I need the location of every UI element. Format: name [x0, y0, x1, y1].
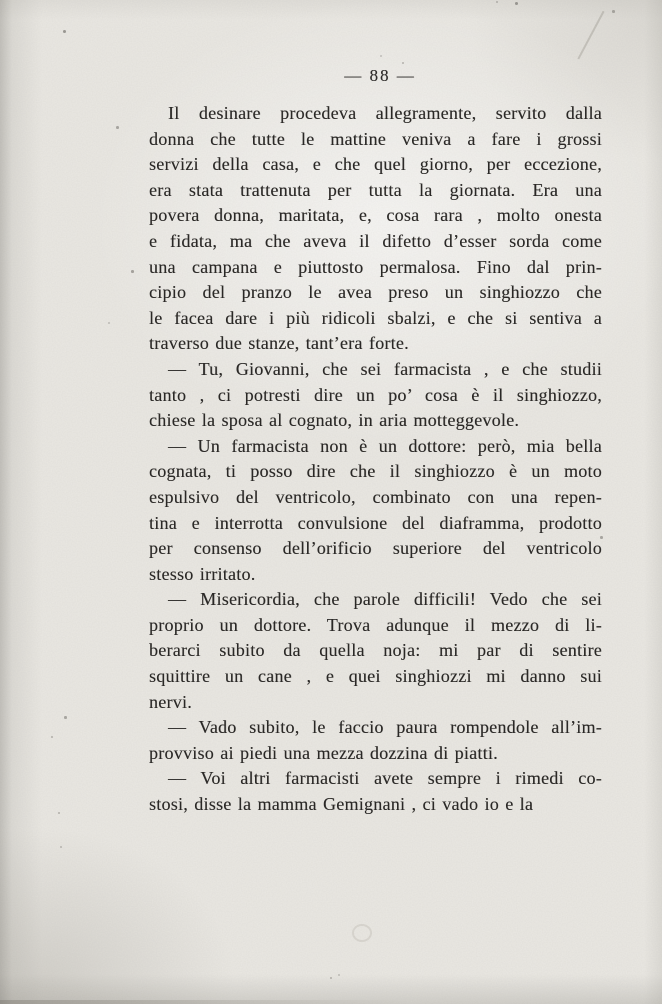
text-line: nervi. — [149, 691, 192, 712]
paragraph — [149, 101, 602, 357]
text-line: stosi, disse la mamma Gemignani , ci vado io e la — [149, 794, 534, 815]
text-line: donna che tutte le mattine veniva a fare i grossi — [149, 128, 602, 149]
text-line: Il desinare procedeva allegramente, servito dalla — [168, 103, 602, 123]
scan-speck — [131, 270, 134, 273]
text-line: berarci subito da quella noja: mi par di sentire — [149, 640, 602, 661]
scan-smudge — [352, 924, 372, 942]
text-line: traverso due stanze, tant’era forte. — [149, 333, 409, 354]
paragraph — [149, 434, 602, 588]
text-line: provviso ai piedi una mezza dozzina di piatti. — [149, 742, 498, 763]
text-line: proprio un dottore. Trova adunque il mezzo di li- — [149, 614, 602, 635]
scan-speck — [380, 55, 382, 57]
scan-speck — [338, 974, 340, 976]
text-line: squittire un cane , e quei singhiozzi mi danno sui — [149, 666, 602, 687]
text-line: — Tu, Giovanni, che sei farmacista , e che studii — [168, 358, 602, 379]
scan-speck — [612, 10, 615, 13]
paragraph — [149, 715, 602, 766]
scan-speck — [64, 716, 67, 719]
text-line: cipio del pranzo le avea preso un singhiozzo che — [149, 282, 602, 303]
scan-speck — [58, 812, 60, 814]
text-line: povera donna, maritata, e, cosa rara , molto onesta — [149, 205, 602, 226]
paragraph — [149, 587, 602, 715]
paragraph — [149, 766, 602, 817]
scan-speck — [116, 126, 119, 129]
text-line: era stata trattenuta per tutta la giornata. Era una — [149, 179, 602, 200]
page-number: — 88 — — [344, 66, 416, 85]
scan-speck — [51, 736, 53, 738]
text-line: stesso irritato. — [149, 563, 256, 584]
text-line: cognata, ti posso dire che il singhiozzo è un moto — [149, 461, 602, 482]
text-line: tanto , ci potresti dire un po’ cosa è il singhiozzo, — [149, 384, 602, 405]
scan-speck — [60, 846, 62, 848]
scan-speck — [108, 322, 110, 324]
text-line: servizi della casa, e che quel giorno, per eccezione, — [149, 154, 602, 175]
text-line: — Voi altri farmacisti avete sempre i rimedi co- — [168, 768, 602, 789]
text-line: — Un farmacista non è un dottore: però, mia bella — [168, 435, 602, 456]
text-line: tina e interrotta convulsione del diaframma, prodotto — [149, 512, 602, 533]
scan-speck — [496, 1, 498, 3]
scan-scratch — [577, 11, 604, 59]
text-line: una campana e piuttosto permalosa. Fino dal prin- — [149, 256, 602, 277]
text-line: — Misericordia, che parole difficili! Vedo che sei — [168, 589, 602, 610]
text-line: espulsivo del ventricolo, combinato con una repen- — [149, 486, 602, 507]
text-line: chiese la sposa al cognato, in aria motteggevole. — [149, 410, 520, 431]
text-line: per consenso dell’orificio superiore del ventricolo — [149, 538, 602, 559]
text-line: e fidata, ma che aveva il difetto d’esser sorda come — [149, 230, 602, 251]
scan-speck — [402, 62, 404, 64]
scan-speck — [63, 30, 66, 33]
paragraphs-container — [149, 101, 602, 818]
page-bottom-edge-shadow — [0, 1000, 410, 1004]
scan-speck — [330, 977, 332, 979]
paragraph — [149, 357, 602, 434]
text-line: le facea dare i più ridicoli sbalzi, e che si sentiva a — [149, 307, 602, 328]
scan-speck — [515, 2, 518, 5]
text-line: — Vado subito, le faccio paura rompendole all’im- — [168, 717, 602, 738]
